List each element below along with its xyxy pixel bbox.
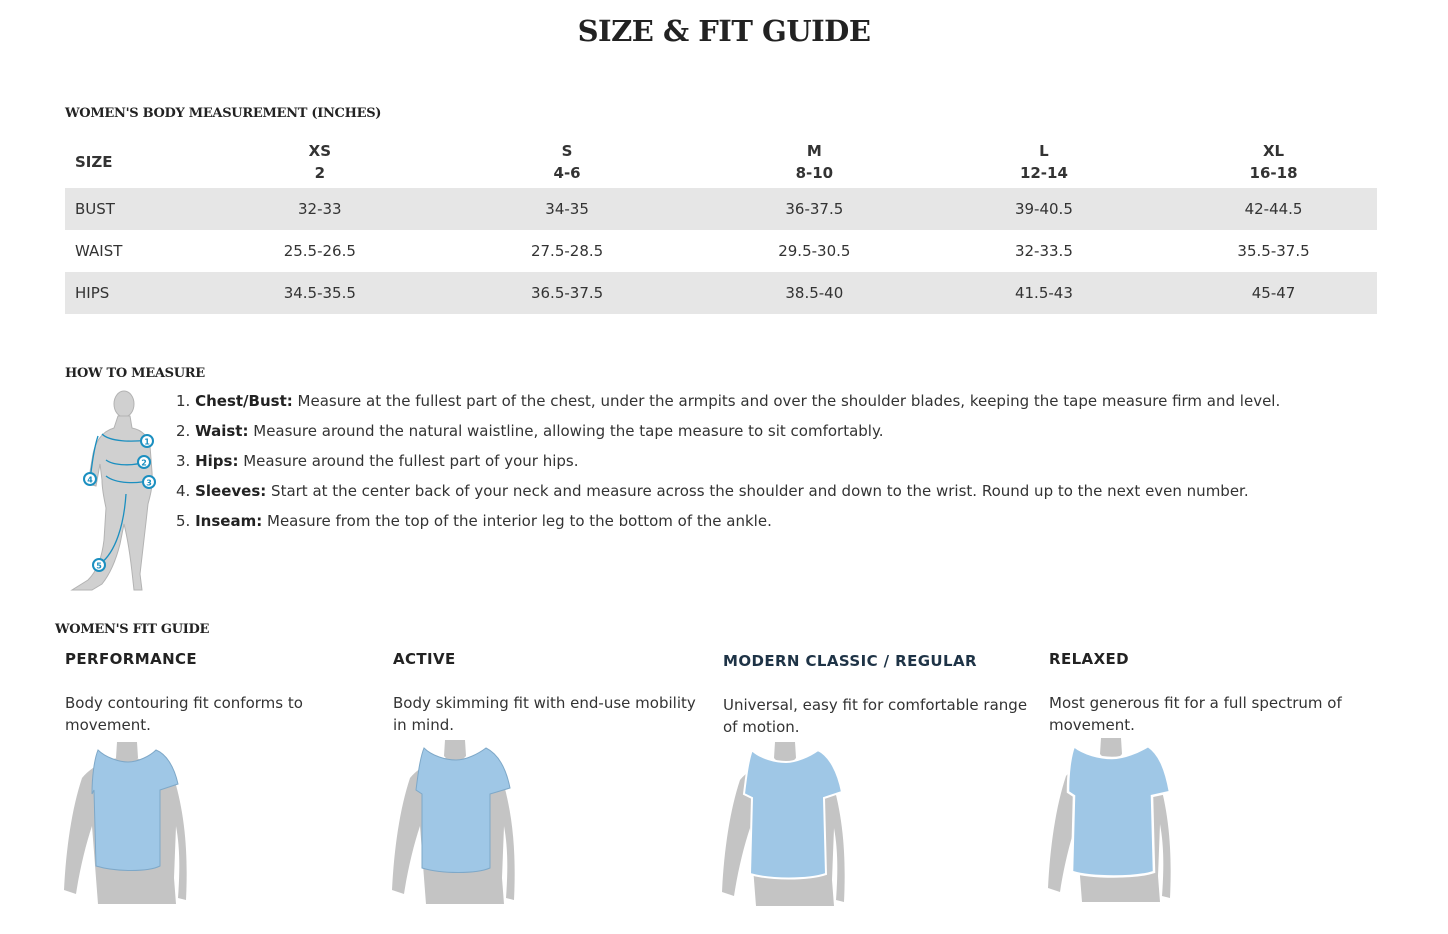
size-name: L (1039, 142, 1049, 160)
fit-title: ACTIVE (393, 650, 456, 668)
step-text: Measure at the fullest part of the chest, under the armpits and over the shoulder blades, keeping the tape measure firm and level. (297, 392, 1281, 410)
fit-description: Body contouring fit conforms to movement. (65, 694, 303, 734)
list-item (176, 420, 1280, 450)
performance-shirt-illustration (62, 738, 192, 904)
list-item (176, 450, 1280, 480)
step-term: Sleeves: (195, 482, 267, 500)
fit-title: MODERN CLASSIC / REGULAR (723, 652, 977, 670)
table-cell: 35.5-37.5 (1237, 242, 1310, 260)
table-cell: 32-33 (298, 200, 342, 218)
step-term: Inseam: (195, 512, 263, 530)
figure-head (114, 391, 134, 417)
row-label: WAIST (75, 242, 123, 260)
fit-guide-heading: WOMEN'S FIT GUIDE (55, 622, 210, 637)
table-cell: 34-35 (545, 200, 589, 218)
step-text: Measure around the natural waistline, allowing the tape measure to sit comfortably. (253, 422, 884, 440)
row-label: HIPS (75, 284, 110, 302)
step-number: 3. (176, 452, 191, 470)
fit-description: Body skimming fit with end-use mobility in mind. (393, 694, 696, 734)
step-number: 2. (176, 422, 191, 440)
relaxed-shirt-illustration (1046, 736, 1176, 902)
step-term: Hips: (195, 452, 239, 470)
size-name: XS (308, 142, 331, 160)
size-numeric: 8-10 (795, 164, 834, 182)
size-label: SIZE (75, 153, 113, 171)
size-numeric: 12-14 (1019, 164, 1068, 182)
step-number: 5. (176, 512, 191, 530)
measurements-heading: WOMEN'S BODY MEASUREMENT (INCHES) (65, 106, 382, 121)
marker-1 (141, 435, 153, 447)
table-cell: 45-47 (1251, 284, 1296, 302)
modern-classic-shirt-illustration (720, 740, 850, 906)
size-col-xl (1170, 136, 1377, 188)
svg-text:1: 1 (144, 437, 150, 447)
marker-5 (93, 559, 105, 571)
size-col-xs (216, 136, 423, 188)
step-term: Chest/Bust: (195, 392, 293, 410)
table-cell: 42-44.5 (1244, 200, 1303, 218)
how-to-measure-heading: HOW TO MEASURE (65, 366, 205, 381)
step-number: 4. (176, 482, 191, 500)
fit-title: PERFORMANCE (65, 650, 198, 668)
table-cell: 41.5-43 (1014, 284, 1073, 302)
size-numeric: 2 (314, 164, 326, 182)
step-term: Waist: (195, 422, 249, 440)
list-item (176, 480, 1280, 510)
size-col-l (918, 136, 1170, 188)
fit-title: RELAXED (1049, 650, 1130, 668)
step-text: Measure around the fullest part of your hips. (243, 452, 579, 470)
table-cell: 38.5-40 (785, 284, 844, 302)
measure-figure-illustration (62, 384, 164, 596)
table-cell: 25.5-26.5 (283, 242, 356, 260)
marker-4 (84, 473, 96, 485)
size-col-s (423, 136, 711, 188)
size-numeric: 16-18 (1249, 164, 1298, 182)
table-cell: 36-37.5 (785, 200, 844, 218)
table-cell: 39-40.5 (1014, 200, 1073, 218)
step-text: Start at the center back of your neck and measure across the shoulder and down to the wrist. Round up to the next even number. (271, 482, 1249, 500)
row-label: BUST (75, 200, 115, 218)
table-row-hips (65, 272, 1377, 314)
size-col-m (711, 136, 918, 188)
step-text: Measure from the top of the interior leg to the bottom of the ankle. (267, 512, 772, 530)
list-item (176, 510, 1280, 540)
size-name: M (806, 142, 822, 160)
marker-3 (143, 476, 155, 488)
active-shirt-illustration (390, 738, 520, 904)
svg-text:5: 5 (96, 561, 102, 571)
fit-description: Most generous fit for a full spectrum of movement. (1049, 694, 1342, 734)
fit-active (393, 650, 698, 736)
step-number: 1. (176, 392, 191, 410)
size-table (65, 136, 1377, 314)
table-cell: 34.5-35.5 (283, 284, 356, 302)
size-numeric: 4-6 (553, 164, 581, 182)
table-cell: 29.5-30.5 (778, 242, 851, 260)
size-name: XL (1262, 142, 1285, 160)
size-header-row (65, 136, 1377, 188)
page-title: SIZE & FIT GUIDE (577, 14, 871, 48)
svg-text:4: 4 (87, 475, 93, 485)
table-cell: 27.5-28.5 (530, 242, 604, 260)
fit-description: Universal, easy fit for comfortable range of motion. (723, 696, 1028, 736)
table-cell: 32-33.5 (1014, 242, 1073, 260)
fit-modern-classic (723, 652, 1028, 738)
svg-text:2: 2 (141, 458, 147, 468)
fit-relaxed (1049, 650, 1354, 736)
table-row-waist (65, 230, 1377, 272)
list-item (176, 390, 1280, 420)
fit-performance (65, 650, 370, 736)
size-name: S (561, 142, 573, 160)
table-row-bust (65, 188, 1377, 230)
marker-2 (138, 456, 150, 468)
table-cell: 36.5-37.5 (530, 284, 604, 302)
svg-text:3: 3 (146, 478, 152, 488)
measure-steps-list (176, 390, 1280, 540)
